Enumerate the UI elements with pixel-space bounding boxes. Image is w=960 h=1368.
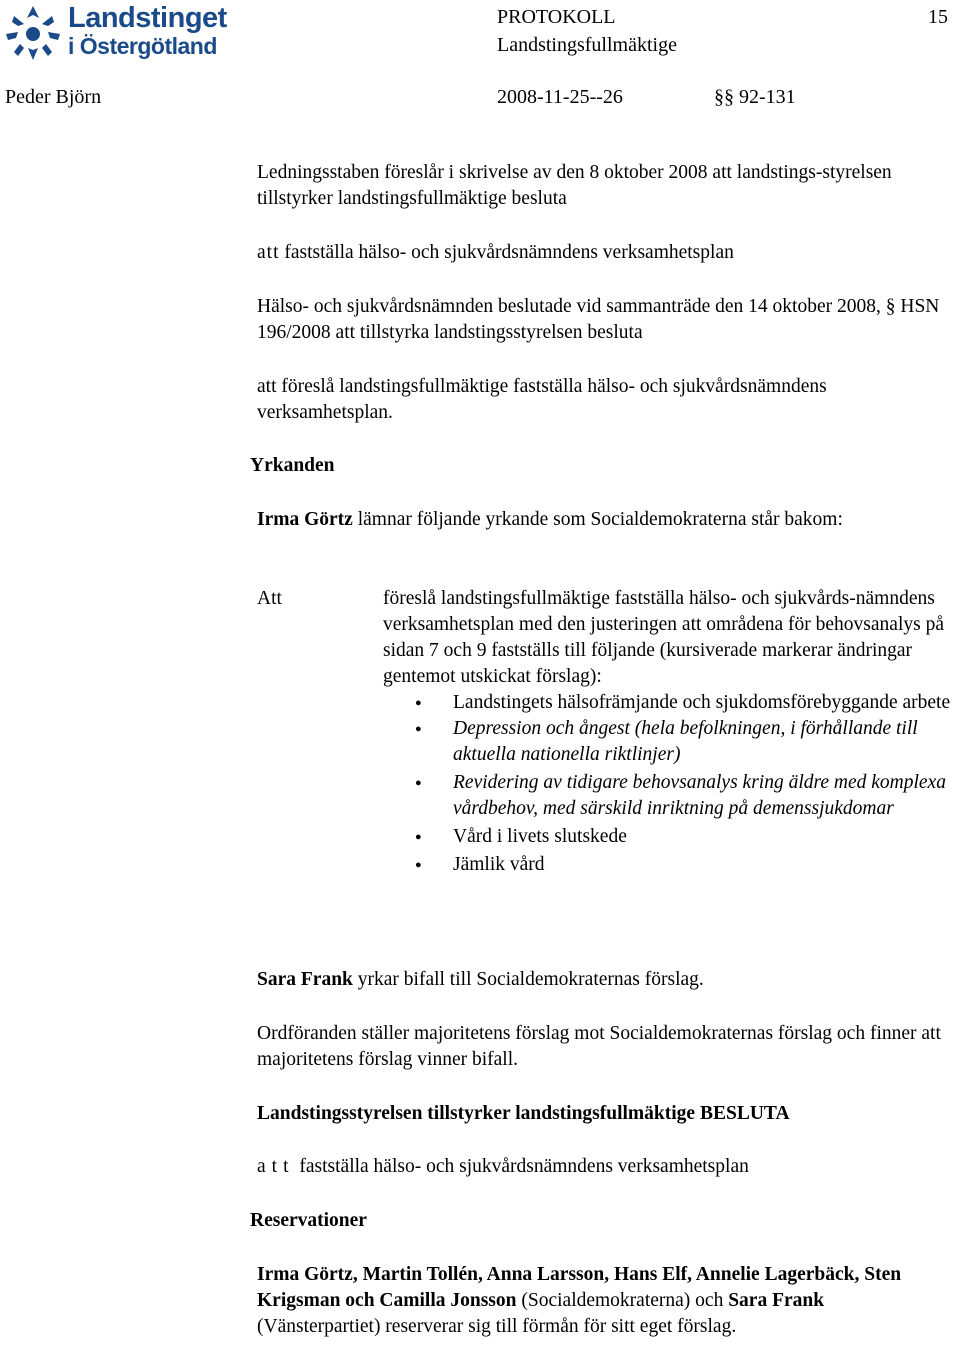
list-item: ● Revidering av tidigare behovsanalys kring äldre med komplexa vårdbehov, med särskild inriktning på demenssjukdomar bbox=[383, 770, 958, 822]
att-keyword: att bbox=[257, 242, 280, 263]
att-label: Att bbox=[257, 588, 282, 609]
att-text: fastställa hälso- och sjukvårdsnämndens verksamhetsplan bbox=[279, 242, 734, 263]
paragraph-range: §§ 92-131 bbox=[714, 86, 796, 108]
paragraph-irma-gortz bbox=[257, 507, 947, 533]
landstinget-emblem-icon bbox=[2, 2, 64, 64]
secretary-name: Peder Björn bbox=[5, 86, 102, 108]
hsn-text-a: Hälso- och sjukvårdsnämnden beslutade vid sammanträde den 14 oktober 2008, bbox=[257, 296, 886, 317]
paragraph-att-faststalla-2 bbox=[257, 1154, 947, 1180]
paragraph-att-faststalla-1 bbox=[257, 240, 947, 266]
logo-line-2: i Östergötland bbox=[68, 33, 217, 59]
reservation-names: Irma Görtz, Martin Tollén, Anna Larsson, Hans Elf, Annelie Lagerbäck, Sten Krigsman och Camilla Jonsson bbox=[257, 1264, 902, 1311]
list-item: ● Depression och ångest (hela befolkningen, i förhållande till aktuella nationella riktlinjer) bbox=[383, 716, 958, 768]
att-keyword: att bbox=[257, 1156, 295, 1177]
paragraph-hsn-beslut bbox=[257, 294, 947, 346]
list-item: ● Jämlik vård bbox=[383, 852, 958, 878]
att-text: fastställa hälso- och sjukvårdsnämndens verksamhetsplan bbox=[294, 1156, 749, 1177]
paragraph-sara-frank bbox=[257, 967, 947, 993]
decision-heading: Landstingsstyrelsen tillstyrker landstingsfullmäktige BESLUTA bbox=[257, 1103, 790, 1124]
supporter-name: Sara Frank bbox=[257, 969, 353, 990]
proposer-text: lämnar följande yrkande som Socialdemokraterna står bakom: bbox=[352, 509, 843, 530]
document-type: PROTOKOLL bbox=[497, 6, 616, 28]
paragraph-foresla: att föreslå landstingsfullmäktige fastställa hälso- och sjukvårdsnämndens verksamhetsplan. bbox=[257, 376, 827, 423]
bullet-list bbox=[383, 690, 958, 878]
proposal-text: föreslå landstingsfullmäktige fastställa hälso- och sjukvårds-nämndens verksamhetsplan med den justeringen att områdena för behovsanalys på sidan 7 och 9 fastställs till följande (kursiverade markerar ändringar gentemot utskickat förslag): bbox=[383, 588, 944, 687]
reservation-name-2: Sara Frank bbox=[728, 1290, 825, 1311]
list-item: ● Vård i livets slutskede bbox=[383, 824, 958, 850]
hsn-text-c: att tillstyrka landstingsstyrelsen besluta bbox=[330, 322, 643, 343]
hsn-reference: § HSN 196/2008 bbox=[257, 296, 940, 343]
reservation-party: (Socialdemokraterna) och bbox=[516, 1290, 729, 1311]
paragraph-reservation bbox=[257, 1262, 947, 1340]
proposer-name: Irma Görtz bbox=[257, 509, 353, 530]
logo-line-1: Landstinget bbox=[68, 2, 227, 34]
heading-reservationer: Reservationer bbox=[250, 1210, 367, 1231]
issuing-body: Landstingsfullmäktige bbox=[497, 34, 677, 56]
paragraph-ledningsstaben: Ledningsstaben föreslår i skrivelse av den 8 oktober 2008 att landstings-styrelsen tillstyrker landstingsfullmäktige besluta bbox=[257, 162, 892, 209]
reservation-text: (Vänsterpartiet) reserverar sig till förmån för sitt eget förslag. bbox=[257, 1316, 737, 1337]
supporter-text: yrkar bifall till Socialdemokraternas förslag. bbox=[352, 969, 704, 990]
paragraph-ordforanden: Ordföranden ställer majoritetens förslag mot Socialdemokraternas förslag och finner att majoritetens förslag vinner bifall. bbox=[257, 1023, 941, 1070]
page-number: 15 bbox=[928, 6, 948, 28]
meeting-date: 2008-11-25--26 bbox=[497, 86, 623, 108]
list-item: ● Landstingets hälsofrämjande och sjukdomsförebyggande arbete bbox=[383, 690, 958, 716]
landstinget-logo bbox=[2, 2, 242, 64]
proposal-body bbox=[383, 586, 958, 878]
heading-yrkanden: Yrkanden bbox=[250, 455, 335, 476]
